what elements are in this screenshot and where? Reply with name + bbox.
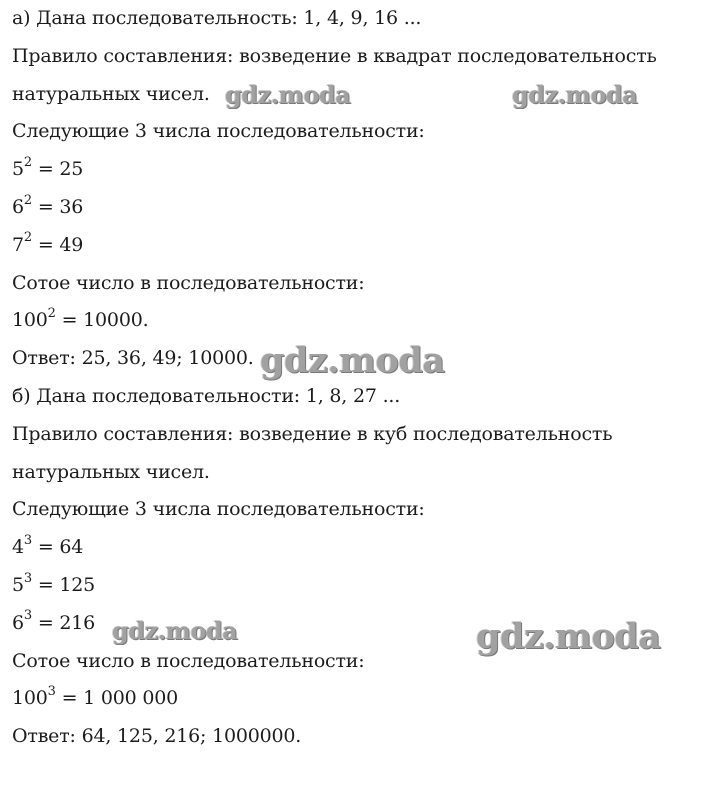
base: 5: [12, 158, 24, 181]
part-b-hundredth-label: Сотое число в последовательности:: [12, 649, 365, 672]
base: 5: [12, 573, 24, 596]
part-a-rule-line-2: натуральных чисел.: [12, 82, 210, 105]
result: = 10000.: [61, 309, 149, 332]
result: = 125: [37, 573, 96, 596]
base: 4: [12, 536, 24, 559]
part-a-term-2: [12, 189, 706, 227]
part-b-given: б) Дана последовательности: 1, 8, 27 ...: [12, 384, 401, 407]
part-b-rule-line-2: натуральных чисел.: [12, 460, 210, 483]
base: 100: [12, 309, 48, 332]
result: = 1 000 000: [61, 687, 179, 710]
part-b-hundredth-term: [12, 680, 706, 718]
result: = 64: [37, 536, 84, 559]
part-a-term-1: [12, 151, 706, 189]
watermark: gdz.moda: [512, 80, 638, 109]
watermark: gdz.moda: [112, 616, 238, 645]
part-a-given: а) Дана последовательность: 1, 4, 9, 16 ...: [12, 7, 422, 29]
part-a-term-3: [12, 227, 706, 265]
exponent: 2: [23, 192, 32, 208]
watermark: gdz.moda: [225, 80, 351, 109]
result: = 49: [37, 233, 84, 256]
watermark: gdz.moda: [260, 340, 445, 381]
result: = 36: [37, 195, 84, 218]
base: 100: [12, 687, 48, 710]
base: 6: [12, 195, 24, 218]
base: 7: [12, 233, 24, 256]
exponent: 3: [23, 532, 32, 548]
part-a-hundredth-label: Сотое число в последовательности:: [12, 271, 365, 294]
part-b-next-label: Следующие 3 числа последовательности:: [12, 498, 425, 521]
part-b-term-1: [12, 529, 706, 567]
result: = 25: [37, 158, 84, 181]
part-a-hundredth-term: [12, 302, 706, 340]
watermark: gdz.moda: [476, 616, 661, 657]
part-b-answer: Ответ: 64, 125, 216; 1000000.: [12, 725, 302, 748]
exponent: 2: [23, 154, 32, 170]
exponent: 3: [23, 570, 32, 586]
exponent: 3: [47, 684, 56, 700]
part-b-term-2: [12, 567, 706, 605]
part-a-next-label: Следующие 3 числа последовательности:: [12, 120, 425, 143]
exponent: 3: [23, 608, 32, 624]
result: = 216: [37, 611, 96, 634]
part-a-rule-line-1: Правило составления: возведение в квадрат последовательность: [12, 44, 657, 67]
part-b-rule-line-1: Правило составления: возведение в куб последовательность: [12, 422, 613, 445]
exponent: 2: [47, 306, 56, 322]
base: 6: [12, 611, 24, 634]
part-a-answer: Ответ: 25, 36, 49; 10000.: [12, 347, 254, 370]
exponent: 2: [23, 230, 32, 246]
